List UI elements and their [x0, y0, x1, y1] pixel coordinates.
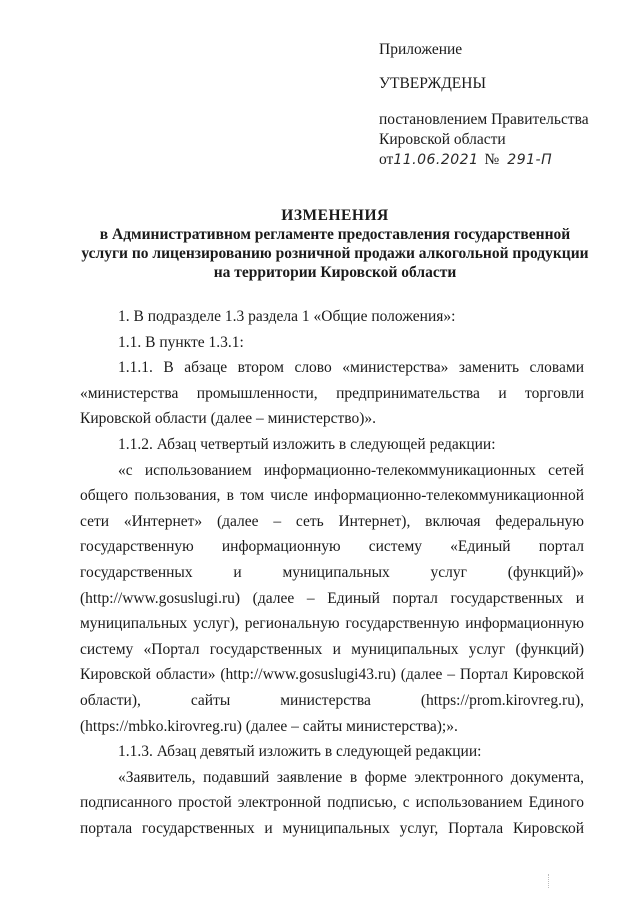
document-body	[80, 302, 584, 841]
heading-line-2: услуги по лицензированию розничной продажи алкогольной продукции	[81, 245, 589, 262]
number-sign: №	[484, 151, 500, 168]
approval-block	[379, 40, 619, 170]
handwritten-number: 291-П	[507, 152, 553, 168]
heading-title: ИЗМЕНЕНИЯ	[281, 207, 389, 224]
paragraph-1-1-2: 1.1.2. Абзац четвертый изложить в следующей редакции:	[118, 435, 496, 453]
handwritten-date: 11.06.2021	[393, 152, 479, 168]
decree-line-1: постановлением Правительства	[379, 111, 589, 128]
paragraph-1-1-3: 1.1.3. Абзац девятый изложить в следующей редакции:	[118, 743, 482, 761]
scan-artifact	[548, 874, 555, 888]
decree-line-2: Кировской области	[379, 131, 506, 148]
from-prefix: от	[379, 151, 394, 168]
heading-line-3: на территории Кировской области	[213, 264, 457, 281]
approved-label: УТВЕРЖДЕНЫ	[379, 75, 486, 92]
paragraph-quote-2: «Заявитель, подавший заявление в форме электронного документа, подписанного простой электронной подписью, с использованием Единого портала государственных и муниципальных услуг, Портала Кировской	[80, 768, 584, 837]
paragraph-1-1-1: 1.1.1. В абзаце втором слово «министерства» заменить словами «министерства промышленности, предпринимательства и торговли Кировской области (далее – министерство)».	[80, 359, 584, 428]
document-heading	[60, 206, 610, 282]
paragraph-1-1: 1.1. В пункте 1.3.1:	[118, 333, 244, 351]
appendix-label: Приложение	[379, 41, 463, 58]
paragraph-quote-1: «с использованием информационно-телекоммуникационных сетей общего пользования, в том числе информационно-телекоммуникационной сети «Интернет» (далее – сеть Интернет), включая федеральную государственную информационную систему «Единый портал государственных и муниципальных услуг (функций)» (http://www.gosuslugi.ru) (далее – Единый портал государственных и муниципальных услуг), региональную государственную информационную систему «Портал государственных и муниципальных услуг (функций) Кировской области» (http://www.gosuslugi43.ru) (далее – Портал Кировской области), сайты министерства (https://prom.kirovreg.ru), (https://mbko.kirovreg.ru) (далее – сайты министерства);».	[80, 461, 584, 735]
decree-date-number	[379, 150, 619, 170]
heading-line-1: в Административном регламенте предоставления государственной	[99, 226, 571, 243]
paragraph-1: 1. В подразделе 1.3 раздела 1 «Общие положения»:	[118, 308, 456, 325]
